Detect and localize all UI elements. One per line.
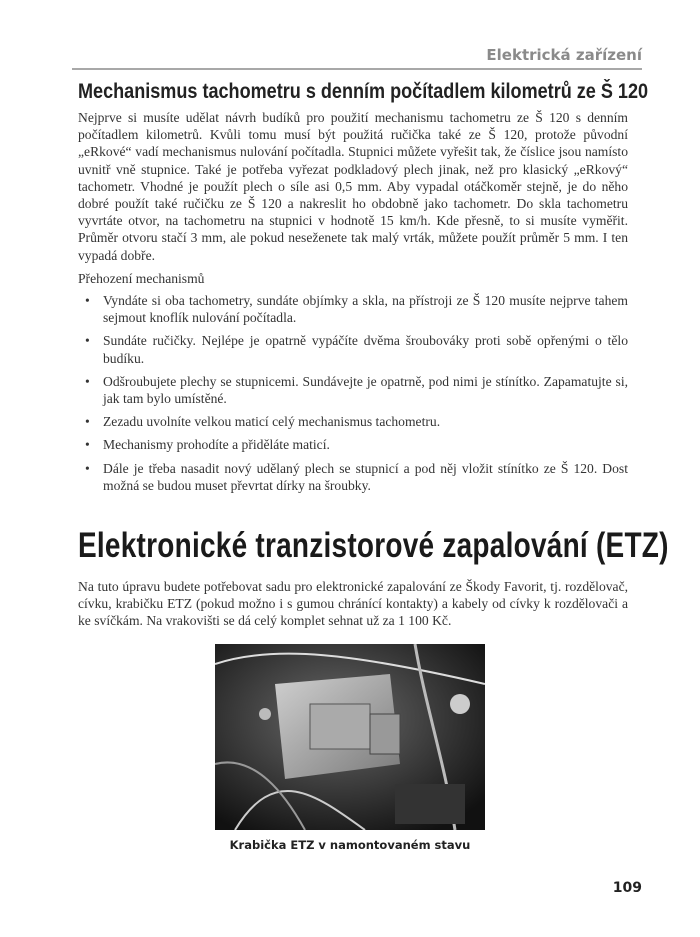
list-item: [78, 460, 628, 494]
list-item-text: Odšroubujete plechy se stupnicemi. Sundávejte je opatrně, pod nimi je stínítko. Zapamatujte si, jak tam bylo umístěné.: [103, 373, 628, 407]
section-heading-etz: Elektronické tranzistorové zapalování (ETZ): [78, 526, 669, 566]
etz-box-photo: [215, 644, 485, 830]
list-item-text: Sundáte ručičky. Nejlépe je opatrně vypáčíte dvěma šroubováky proti sobě opřenými o tělo budíku.: [103, 333, 628, 366]
bullet-icon: •: [85, 460, 90, 476]
list-item-text: Dále je třeba nasadit nový udělaný plech se stupnicí a pod něj vložit stínítko ze Š 120. Dost možná se budou muset převrtat dírky na šroubky.: [103, 460, 628, 493]
steps-list: [78, 292, 628, 494]
running-header: Elektrická zařízení: [486, 46, 642, 64]
paragraph-tachometer: Nejprve si musíte udělat návrh budíků pro použití mechanismu tachometru ze Š 120 s denním počítadlem kilometrů. Kvůli tomu musí být použitá ručička také ze Š 120, protože původní „eRkové“ vadí mechanismus nulování počítadla. Stupnici můžete vyřešit tak, že číslice jsou namísto uvnitř vně stupnice. Také je potřeba vyřezat podkladový plech jinak, než pro klasický „eRkový“ tachometr. Vhodné je použít plech o síle asi 0,5 mm. Aby vypadal otáčkoměr stejně, je do něho dobré použít také ručičku ze Š 120 a nakreslit ho obdobně jako tachometr. Do skla tachometru vyvrtáte otvor, na tachometru na stupnici v hodnotě 15 km/h. Kde přesně, to si musíte vyměřit. Průměr otvoru stačí 3 mm, ale pokud neseženete tak malý vrták, můžete použít průměr 5 mm. I ten vypadá dobře.: [78, 110, 628, 263]
bullet-icon: •: [85, 373, 90, 389]
section-heading-tachometer: Mechanismus tachometru s denním počítadlem kilometrů ze Š 120: [78, 80, 649, 103]
figure-caption: Krabička ETZ v namontovaném stavu: [229, 837, 471, 852]
list-item: [78, 413, 628, 430]
paragraph-etz: Na tuto úpravu budete potřebovat sadu pro elektronické zapalování ze Škody Favorit, tj. rozdělovač, cívku, krabičku ETZ (pokud možno i s gumou chránící kontakty) a kabely od cívky k rozdělovači a ke svíčkám. Na vrakovišti se dá celý komplet sehnat už za 1 100 Kč.: [78, 579, 628, 629]
list-item: [78, 332, 628, 366]
list-item: [78, 436, 628, 453]
list-item-text: Mechanismy prohodíte a přiděláte maticí.: [103, 437, 330, 453]
list-item: [78, 373, 628, 407]
subheading-swap: Přehození mechanismů: [78, 270, 205, 286]
bullet-icon: •: [85, 437, 90, 453]
page-number: 109: [612, 880, 642, 896]
list-item-text: Vyndáte si oba tachometry, sundáte objímky a skla, na přístroji ze Š 120 musíte nejprve tahem sejmout knoflík nulování počítadla.: [103, 293, 628, 326]
bullet-icon: •: [85, 293, 90, 309]
list-item-text: Zezadu uvolníte velkou maticí celý mechanismus tachometru.: [103, 414, 441, 430]
header-rule: [72, 68, 642, 70]
content-column: [78, 78, 669, 853]
bullet-icon: •: [85, 414, 90, 430]
list-item: [78, 292, 628, 326]
bullet-icon: •: [85, 333, 90, 349]
figure: [215, 644, 485, 853]
